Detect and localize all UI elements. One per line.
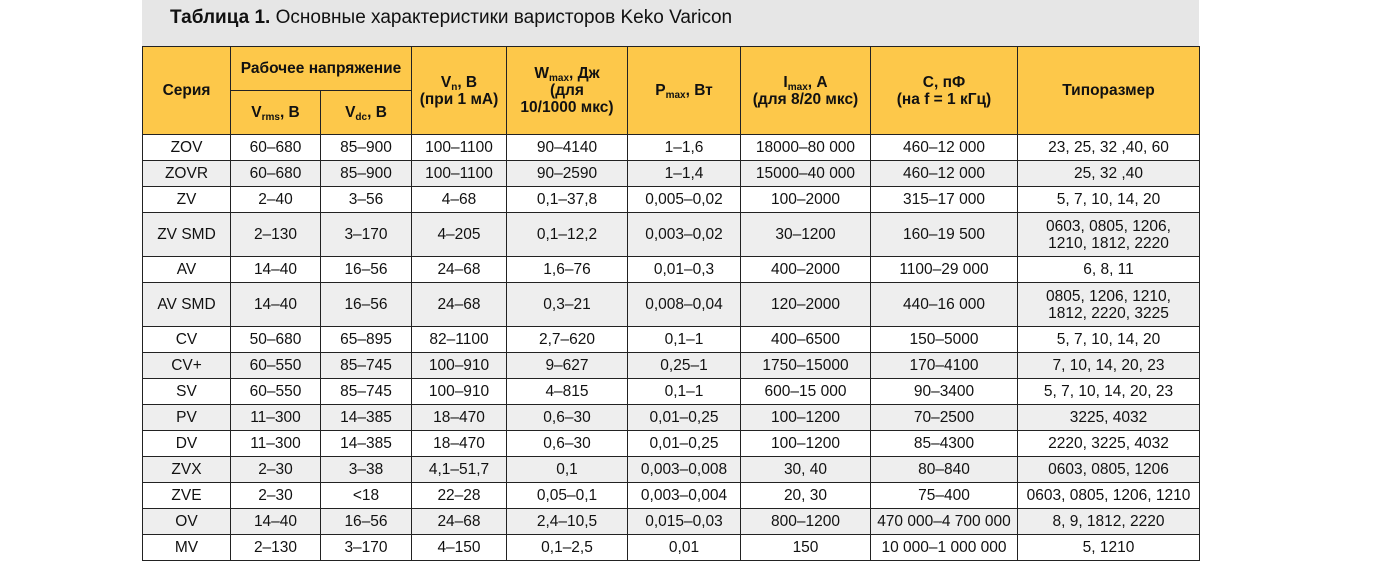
table-row [143, 535, 1200, 561]
value-cell: 0,01 [628, 535, 741, 561]
value-cell: 9–627 [507, 353, 628, 379]
value-cell: 2–130 [231, 535, 321, 561]
table-row [143, 161, 1200, 187]
value-cell: 16–56 [321, 257, 412, 283]
series-cell: MV [143, 535, 231, 561]
value-cell: 90–4140 [507, 135, 628, 161]
value-cell: 100–910 [412, 379, 507, 405]
series-cell: ZV [143, 187, 231, 213]
value-cell: 100–1200 [741, 431, 871, 457]
table-row [143, 509, 1200, 535]
value-cell: 0,1–1 [628, 327, 741, 353]
value-cell: 2–30 [231, 457, 321, 483]
value-cell: 0,003–0,004 [628, 483, 741, 509]
caption-label: Таблица 1. [170, 7, 271, 28]
value-cell: 90–3400 [871, 379, 1018, 405]
value-cell: 3–56 [321, 187, 412, 213]
value-cell: 0,6–30 [507, 405, 628, 431]
series-cell: ZVX [143, 457, 231, 483]
table-row [143, 353, 1200, 379]
header-size: Типоразмер [1018, 47, 1200, 135]
value-cell: 2–40 [231, 187, 321, 213]
table-row [143, 431, 1200, 457]
header-vn: $V_n$, В (при 1 мА) [412, 47, 507, 135]
table-row [143, 379, 1200, 405]
value-cell: 23, 25, 32 ,40, 60 [1018, 135, 1200, 161]
value-cell: 1750–15000 [741, 353, 871, 379]
value-cell: 0,01–0,25 [628, 405, 741, 431]
table-row [143, 283, 1200, 327]
table-caption [170, 6, 732, 30]
value-cell: 460–12 000 [871, 135, 1018, 161]
value-cell: 80–840 [871, 457, 1018, 483]
series-cell: ZVE [143, 483, 231, 509]
value-cell: 60–550 [231, 353, 321, 379]
value-cell: 1100–29 000 [871, 257, 1018, 283]
value-cell: 20, 30 [741, 483, 871, 509]
value-cell: 15000–40 000 [741, 161, 871, 187]
header-imax: $I_{max}$, А (для 8/20 мкс) [741, 47, 871, 135]
value-cell: 315–17 000 [871, 187, 1018, 213]
value-cell: 0805, 1206, 1210, 1812, 2220, 3225 [1018, 283, 1200, 327]
series-cell: DV [143, 431, 231, 457]
value-cell: 0,1–12,2 [507, 213, 628, 257]
value-cell: 0603, 0805, 1206 [1018, 457, 1200, 483]
table-row [143, 213, 1200, 257]
value-cell: 150 [741, 535, 871, 561]
table-body [143, 135, 1200, 561]
value-cell: 75–400 [871, 483, 1018, 509]
value-cell: 14–385 [321, 431, 412, 457]
value-cell: 0,25–1 [628, 353, 741, 379]
value-cell: <18 [321, 483, 412, 509]
value-cell: 24–68 [412, 283, 507, 327]
value-cell: 22–28 [412, 483, 507, 509]
value-cell: 30–1200 [741, 213, 871, 257]
value-cell: 800–1200 [741, 509, 871, 535]
value-cell: 1–1,4 [628, 161, 741, 187]
value-cell: 85–900 [321, 161, 412, 187]
series-cell: AV [143, 257, 231, 283]
value-cell: 5, 1210 [1018, 535, 1200, 561]
value-cell: 3–170 [321, 535, 412, 561]
value-cell: 0603, 0805, 1206, 1210, 1812, 2220 [1018, 213, 1200, 257]
value-cell: 5, 7, 10, 14, 20 [1018, 327, 1200, 353]
value-cell: 2220, 3225, 4032 [1018, 431, 1200, 457]
value-cell: 160–19 500 [871, 213, 1018, 257]
value-cell: 65–895 [321, 327, 412, 353]
value-cell: 0,01–0,25 [628, 431, 741, 457]
value-cell: 14–40 [231, 283, 321, 327]
value-cell: 60–680 [231, 135, 321, 161]
value-cell: 4,1–51,7 [412, 457, 507, 483]
table-row [143, 257, 1200, 283]
value-cell: 0,008–0,04 [628, 283, 741, 327]
table-row [143, 483, 1200, 509]
value-cell: 60–680 [231, 161, 321, 187]
value-cell: 2,4–10,5 [507, 509, 628, 535]
value-cell: 10 000–1 000 000 [871, 535, 1018, 561]
value-cell: 2–130 [231, 213, 321, 257]
value-cell: 0,1–37,8 [507, 187, 628, 213]
value-cell: 0,6–30 [507, 431, 628, 457]
value-cell: 0,05–0,1 [507, 483, 628, 509]
value-cell: 18000–80 000 [741, 135, 871, 161]
value-cell: 0,3–21 [507, 283, 628, 327]
value-cell: 60–550 [231, 379, 321, 405]
value-cell: 50–680 [231, 327, 321, 353]
value-cell: 400–6500 [741, 327, 871, 353]
caption-text: Основные характеристики варисторов Keko Varicon [270, 7, 733, 28]
value-cell: 0,005–0,02 [628, 187, 741, 213]
value-cell: 14–385 [321, 405, 412, 431]
value-cell: 85–900 [321, 135, 412, 161]
value-cell: 7, 10, 14, 20, 23 [1018, 353, 1200, 379]
value-cell: 0603, 0805, 1206, 1210 [1018, 483, 1200, 509]
value-cell: 3225, 4032 [1018, 405, 1200, 431]
table-row [143, 457, 1200, 483]
table-row [143, 405, 1200, 431]
value-cell: 460–12 000 [871, 161, 1018, 187]
value-cell: 6, 8, 11 [1018, 257, 1200, 283]
value-cell: 0,003–0,02 [628, 213, 741, 257]
value-cell: 100–910 [412, 353, 507, 379]
value-cell: 600–15 000 [741, 379, 871, 405]
series-cell: OV [143, 509, 231, 535]
value-cell: 11–300 [231, 405, 321, 431]
value-cell: 18–470 [412, 431, 507, 457]
value-cell: 2–30 [231, 483, 321, 509]
value-cell: 5, 7, 10, 14, 20, 23 [1018, 379, 1200, 405]
value-cell: 0,1 [507, 457, 628, 483]
value-cell: 150–5000 [871, 327, 1018, 353]
series-cell: AV SMD [143, 283, 231, 327]
value-cell: 8, 9, 1812, 2220 [1018, 509, 1200, 535]
value-cell: 16–56 [321, 509, 412, 535]
value-cell: 14–40 [231, 509, 321, 535]
value-cell: 4–815 [507, 379, 628, 405]
value-cell: 0,1–2,5 [507, 535, 628, 561]
value-cell: 0,01–0,3 [628, 257, 741, 283]
table-row [143, 187, 1200, 213]
header-pmax: $P_{max}$, Вт [628, 47, 741, 135]
value-cell: 440–16 000 [871, 283, 1018, 327]
value-cell: 100–1100 [412, 135, 507, 161]
value-cell: 25, 32 ,40 [1018, 161, 1200, 187]
header-series: Серия [143, 47, 231, 135]
table-row [143, 327, 1200, 353]
value-cell: 170–4100 [871, 353, 1018, 379]
value-cell: 85–745 [321, 353, 412, 379]
table-row [143, 135, 1200, 161]
value-cell: 70–2500 [871, 405, 1018, 431]
value-cell: 11–300 [231, 431, 321, 457]
header-vrms: $V_{rms}$, В [231, 91, 321, 135]
series-cell: PV [143, 405, 231, 431]
value-cell: 100–2000 [741, 187, 871, 213]
value-cell: 30, 40 [741, 457, 871, 483]
value-cell: 1,6–76 [507, 257, 628, 283]
value-cell: 82–1100 [412, 327, 507, 353]
series-cell: ZOV [143, 135, 231, 161]
value-cell: 4–68 [412, 187, 507, 213]
series-cell: ZOVR [143, 161, 231, 187]
value-cell: 4–205 [412, 213, 507, 257]
value-cell: 85–745 [321, 379, 412, 405]
value-cell: 90–2590 [507, 161, 628, 187]
value-cell: 100–1100 [412, 161, 507, 187]
value-cell: 14–40 [231, 257, 321, 283]
header-vdc: $V_{dc}$, В [321, 91, 412, 135]
value-cell: 2,7–620 [507, 327, 628, 353]
value-cell: 18–470 [412, 405, 507, 431]
header-capacitance: C, пФ (на f = 1 кГц) [871, 47, 1018, 135]
value-cell: 24–68 [412, 509, 507, 535]
value-cell: 100–1200 [741, 405, 871, 431]
value-cell: 1–1,6 [628, 135, 741, 161]
varistor-table [142, 46, 1200, 561]
value-cell: 4–150 [412, 535, 507, 561]
header-wmax: $W_{max}$, Дж (для 10/1000 мкс) [507, 47, 628, 135]
series-cell: CV+ [143, 353, 231, 379]
series-cell: CV [143, 327, 231, 353]
value-cell: 16–56 [321, 283, 412, 327]
value-cell: 85–4300 [871, 431, 1018, 457]
value-cell: 120–2000 [741, 283, 871, 327]
value-cell: 470 000–4 700 000 [871, 509, 1018, 535]
series-cell: ZV SMD [143, 213, 231, 257]
header-working-voltage: Рабочее напряжение [231, 47, 412, 91]
value-cell: 24–68 [412, 257, 507, 283]
value-cell: 0,003–0,008 [628, 457, 741, 483]
value-cell: 400–2000 [741, 257, 871, 283]
series-cell: SV [143, 379, 231, 405]
value-cell: 5, 7, 10, 14, 20 [1018, 187, 1200, 213]
value-cell: 0,015–0,03 [628, 509, 741, 535]
value-cell: 3–170 [321, 213, 412, 257]
value-cell: 0,1–1 [628, 379, 741, 405]
value-cell: 3–38 [321, 457, 412, 483]
